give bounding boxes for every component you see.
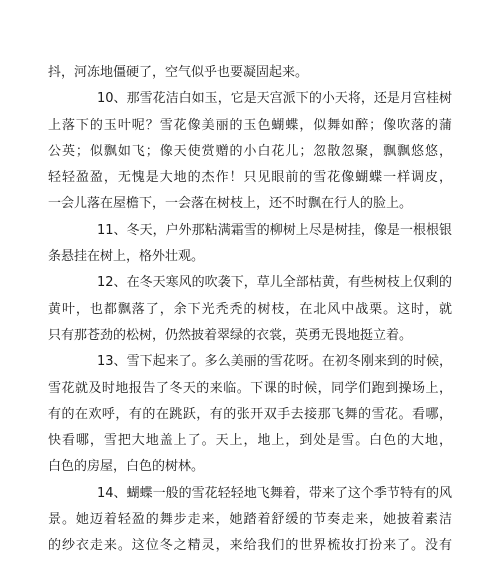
text-line: 条悬挂在树上，格外壮观。 [48,249,205,265]
text-line: 公英；似飘如飞；像天使赏赠的小白花儿；忽散忽聚，飘飘悠悠， [48,143,452,159]
text-line: 抖，河冻地僵硬了，空气似乎也要凝固起来。 [48,65,309,80]
paragraph [48,349,452,480]
paragraph [48,86,452,217]
paragraph [48,60,452,86]
text-line: 快看哪，雪把大地盖上了。天上，地上，到处是雪。白色的大地， [48,433,452,449]
paragraph [48,270,452,349]
text-line: 12、在冬天寒风的吹袭下，草儿全部枯黄，有些树枝上仅剩的 [97,275,452,291]
text-line: 只有那苍劲的松树，仍然披着翠绿的衣裳，英勇无畏地挺立着。 [48,327,413,343]
text-line: 雪花就及时地报告了冬天的来临。下课的时候，同学们跑到操场上， [48,380,452,396]
text-line: 11、冬天，户外那粘满霜雪的柳树上尽是树挂，像是一根根银 [97,222,452,238]
text-line: 白色的房屋，白色的树林。 [48,459,205,475]
text-line: 上落下的玉叶呢？雪花像美丽的玉色蝴蝶，似舞如醉；像吹落的蒲 [48,117,452,133]
paragraph [48,218,452,271]
document-page [48,60,452,560]
text-line: 的纱衣走来。这位冬之精灵，来给我们的世界梳妆打扮来了。没有 [48,538,452,554]
text-line: 黄叶，也都飘落了，余下光秃秃的树枝，在北风中战栗。这时，就 [48,301,452,317]
text-line: 有的在欢呼，有的在跳跃，有的张开双手去接那飞舞的雪花。看哪， [48,406,452,422]
text-line: 轻轻盈盈，无愧是大地的杰作！只见眼前的雪花像蝴蝶一样调皮， [48,170,452,186]
text-line: 一会儿落在屋檐下，一会落在树枝上，还不时飘在行人的脸上。 [48,196,413,212]
text-line: 景。她迈着轻盈的舞步走来，她踏着舒缓的节奏走来，她披着素洁 [48,512,452,528]
text-line: 10、那雪花洁白如玉，它是天宫派下的小天将，还是月宫桂树 [97,91,452,107]
text-line: 13、雪下起来了。多么美丽的雪花呀。在初冬刚来到的时候， [97,354,452,370]
paragraph [48,481,452,560]
text-line: 14、蝴蝶一般的雪花轻轻地飞舞着，带来了这个季节特有的风 [97,485,452,501]
